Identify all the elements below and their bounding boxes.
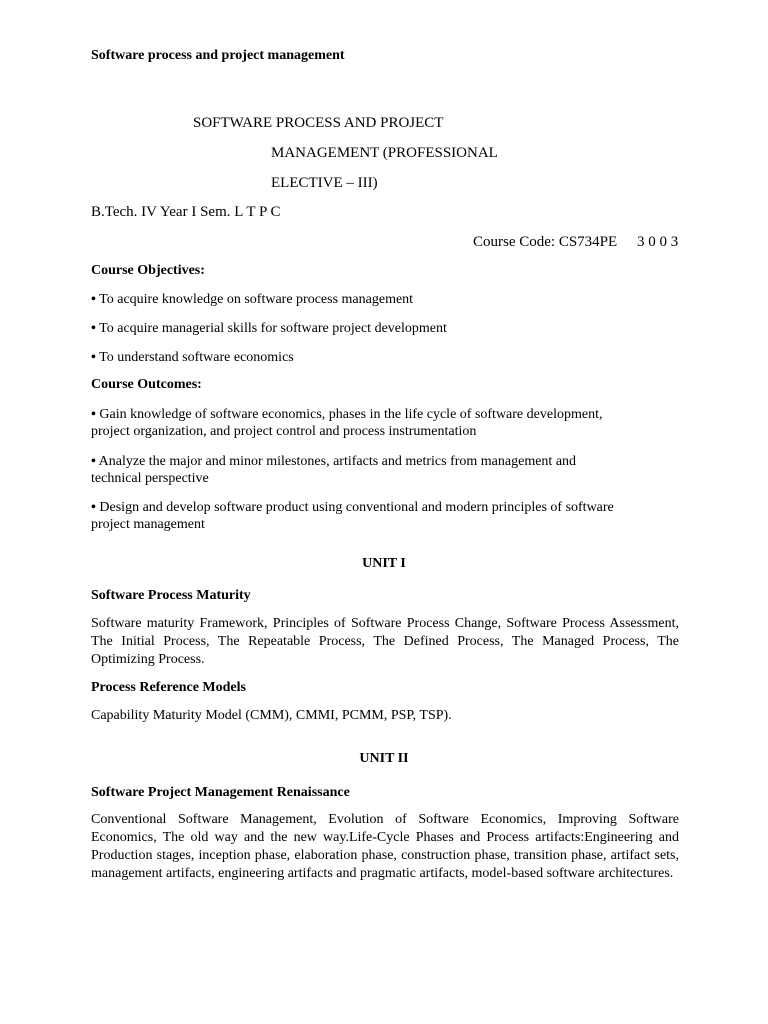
bullet-icon: • [91, 350, 96, 365]
unit-1-heading: UNIT I [362, 556, 406, 571]
bullet-icon: • [91, 500, 96, 515]
unit-2-section-1-text: Conventional Software Management, Evolution of Software Economics, Improving Software Economics, The old way and the new way.Life-Cycle Phases and Process artifacts:Engineering and Production stages, inception phase, elaboration phase, construction phase, transition phase, artifact sets, management artifacts, engineering artifacts and pragmatic artifacts, model-based software architectures. [91, 812, 679, 881]
title-line-2: MANAGEMENT (PROFESSIONAL [271, 145, 498, 161]
objective-text: To acquire knowledge on software process management [99, 292, 414, 307]
bullet-icon: • [91, 454, 96, 469]
objective-item [91, 291, 631, 308]
objectives-heading: Course Objectives: [91, 263, 205, 278]
unit-1-section-2-text: Capability Maturity Model (CMM), CMMI, PCMM, PSP, TSP). [91, 708, 452, 723]
course-code: Course Code: CS734PE [473, 234, 618, 250]
title-line-3: ELECTIVE – III) [271, 175, 378, 191]
unit-1-section-1-text: Software maturity Framework, Principles of Software Process Change, Software Process Assessment, The Initial Process, The Repeatable Process, The Defined Process, The Managed Process, The Optimizing Process. [91, 616, 679, 667]
objective-text: To acquire managerial skills for software project development [99, 321, 447, 336]
running-header: Software process and project management [91, 48, 345, 63]
ltpc-values: 3 0 0 3 [637, 234, 679, 250]
semester-line: B.Tech. IV Year I Sem. L T P C [91, 204, 281, 220]
title-line-1: SOFTWARE PROCESS AND PROJECT [193, 115, 444, 131]
unit-1-section-1-heading: Software Process Maturity [91, 588, 251, 603]
objective-text: To understand software economics [99, 350, 294, 365]
unit-2-section-1-heading: Software Project Management Renaissance [91, 785, 350, 800]
unit-1-section-2-heading: Process Reference Models [91, 680, 246, 695]
outcome-text: Gain knowledge of software economics, phases in the life cycle of software development, project organization, and project control and process instrumentation [91, 407, 603, 439]
outcome-item [91, 499, 616, 533]
objective-item [91, 349, 631, 366]
outcome-item [91, 406, 611, 440]
unit-2-heading: UNIT II [359, 751, 409, 766]
objective-item [91, 320, 631, 337]
bullet-icon: • [91, 292, 96, 307]
outcomes-heading: Course Outcomes: [91, 377, 202, 392]
bullet-icon: • [91, 407, 96, 422]
outcome-text: Design and develop software product using conventional and modern principles of software project management [91, 500, 614, 532]
outcome-item [91, 453, 581, 487]
bullet-icon: • [91, 321, 96, 336]
outcome-text: Analyze the major and minor milestones, artifacts and metrics from management and technical perspective [91, 454, 577, 486]
